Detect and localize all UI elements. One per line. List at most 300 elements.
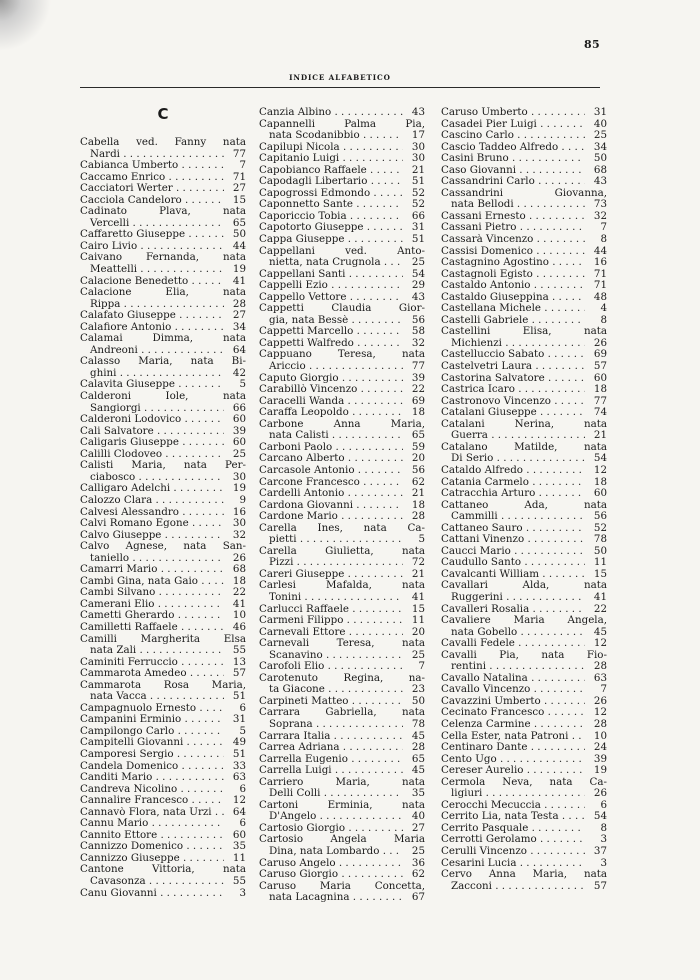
index-entry [259, 858, 425, 870]
entry-name: Cascino Carlo . . . [441, 130, 585, 142]
index-entry [80, 530, 246, 542]
entry-name: ta Giacone . . . [259, 684, 403, 696]
entry-name: Michienzi . . . [441, 338, 585, 350]
index-entry [441, 673, 607, 685]
entry-page-number: 22 [232, 586, 246, 599]
entry-page-number: 25 [232, 447, 246, 460]
entry-name: taniello . . . [80, 553, 224, 565]
index-entry [80, 657, 246, 669]
entry-name: Tonini . . . [259, 592, 403, 604]
index-entry [441, 349, 607, 361]
entry-page-number: 22 [411, 383, 425, 396]
entry-name: Catracchia Arturo . . . [441, 488, 585, 500]
entry-page-number: 27 [232, 182, 246, 195]
index-entry [80, 888, 246, 900]
index-entry [80, 634, 246, 646]
entry-page-number: 28 [232, 297, 246, 310]
index-entry [80, 714, 246, 726]
index-entry [259, 546, 425, 558]
entry-name: Cereser Aurelio . . . [441, 765, 585, 777]
entry-page-number: 26 [232, 551, 246, 564]
entry-name: nata Vacca . . . [80, 691, 224, 703]
entry-page-number: 45 [411, 729, 425, 742]
index-entry [80, 299, 246, 311]
entry-name: Carmeni Filippo . . . [259, 615, 403, 627]
entry-name: Sangiorgi . . . [80, 403, 224, 415]
index-entry [80, 426, 246, 438]
entry-name: Calafato Giuseppe . . . [80, 310, 224, 322]
entry-name: Pizzi . . . [259, 557, 403, 569]
entry-page-number: 30 [411, 152, 425, 165]
entry-page-number: 15 [411, 602, 425, 615]
index-entry [441, 834, 607, 846]
entry-page-number: 28 [411, 741, 425, 754]
index-entry [80, 195, 246, 207]
entry-name: Cappetti Marcello . . . [259, 326, 403, 338]
entry-page-number: 32 [232, 528, 246, 541]
entry-name: Castelvetri Laura . . . [441, 361, 585, 373]
index-entry [259, 534, 425, 546]
entry-page-number: 12 [232, 794, 246, 807]
index-entry [259, 269, 425, 281]
entry-page-number: 10 [593, 729, 607, 742]
entry-name: Cassandrini Giovanna, [441, 187, 607, 199]
index-entry [441, 188, 607, 200]
entry-page-number: 71 [593, 267, 607, 280]
entry-page-number: 18 [411, 498, 425, 511]
entry-page-number: 40 [411, 810, 425, 823]
entry-name: Carpineti Matteo . . . [259, 696, 403, 708]
entry-page-number: 12 [593, 637, 607, 650]
entry-page-number: 51 [232, 690, 246, 703]
index-entry [441, 557, 607, 569]
index-entry [259, 523, 425, 535]
entry-page-number: 19 [593, 764, 607, 777]
entry-name: Canditi Mario . . . [80, 772, 224, 784]
index-entry [259, 569, 425, 581]
entry-page-number: 57 [593, 879, 607, 892]
index-entry [441, 338, 607, 350]
index-entry [259, 696, 425, 708]
index-entry [259, 731, 425, 743]
entry-name: Cammarota Amedeo . . . [80, 668, 224, 680]
entry-name: Catania Carmelo . . . [441, 477, 585, 489]
entry-page-number: 65 [411, 752, 425, 765]
entry-name: Cartosio Angela Maria [259, 834, 425, 846]
entry-page-number: 71 [593, 279, 607, 292]
index-entry [80, 864, 246, 876]
index-entry [80, 276, 246, 288]
page-number: 85 [584, 38, 600, 51]
entry-name: Carabillò Vincenzo . . . [259, 384, 403, 396]
index-entry [441, 604, 607, 616]
entry-name: Cannalire Francesco . . . [80, 795, 224, 807]
entry-name: Cardone Mario . . . [259, 511, 403, 523]
entry-name: Caffaretto Giuseppe . . . [80, 229, 224, 241]
entry-name: ciabosco . . . [80, 472, 224, 484]
entry-page-number: 31 [411, 221, 425, 234]
entry-name: Campilongo Carlo . . . [80, 726, 224, 738]
entry-page-number: 27 [232, 309, 246, 322]
entry-name: Cavallo Vincenzo . . . [441, 684, 585, 696]
entry-name: nata Gobello . . . [441, 627, 585, 639]
entry-name: Carboni Paolo . . . [259, 442, 403, 454]
index-entry [80, 333, 246, 345]
entry-page-number: 51 [411, 233, 425, 246]
index-entry [441, 707, 607, 719]
entry-name: Caminiti Ferruccio . . . [80, 657, 224, 669]
index-entry [80, 645, 246, 657]
entry-name: Caruso Angelo . . . [259, 858, 403, 870]
entry-name: Caponnetto Sante . . . [259, 199, 403, 211]
entry-name: Rippa . . . [80, 299, 224, 311]
entry-name: Cerrotti Gerolamo . . . [441, 834, 585, 846]
entry-name: rentini . . . [441, 661, 585, 673]
entry-name: Caputo Giorgio . . . [259, 373, 403, 385]
entry-name: Catalano Matilde, nata [441, 441, 607, 453]
index-entry [80, 726, 246, 738]
entry-name: Cattani Vinenzo . . . [441, 534, 585, 546]
entry-name: nietta, nata Crugnola . . . [259, 257, 403, 269]
entry-page-number: 64 [232, 343, 246, 356]
entry-page-number: 36 [411, 856, 425, 869]
header-rule [80, 87, 600, 88]
entry-name: Castelluccio Sabato . . . [441, 349, 585, 361]
entry-page-number: 30 [411, 140, 425, 153]
entry-page-number: 41 [411, 590, 425, 603]
index-entry [259, 107, 425, 119]
entry-name: Cacciola Candeloro . . . [80, 195, 224, 207]
index-entry [259, 142, 425, 154]
index-entry [259, 800, 425, 812]
entry-page-number: 25 [593, 129, 607, 142]
entry-name: Canzia Albino . . . [259, 107, 403, 119]
entry-name: Cardelli Antonio . . . [259, 488, 403, 500]
entry-name: Cannizzo Giuseppe . . . [80, 853, 224, 865]
entry-name: Cerulli Vincenzo . . . [441, 846, 585, 858]
index-entry [80, 218, 246, 230]
index-entry [259, 303, 425, 315]
entry-page-number: 60 [232, 413, 246, 426]
entry-page-number: 25 [411, 845, 425, 857]
entry-name: Cavalli Pia, nata Fio- [441, 649, 607, 661]
entry-name: Castaldo Antonio . . . [441, 280, 585, 292]
index-entry [80, 876, 246, 888]
entry-page-number: 69 [593, 348, 607, 361]
entry-name: Nardi . . . [80, 149, 224, 161]
entry-page-number: 23 [411, 683, 425, 696]
entry-page-number: 69 [411, 394, 425, 407]
index-entry [441, 326, 607, 338]
index-entry [259, 222, 425, 234]
entry-page-number: 55 [232, 644, 246, 657]
entry-name: Caligaris Giuseppe . . . [80, 437, 224, 449]
index-column-1 [80, 105, 246, 899]
entry-name: Castagnoli Egisto . . . [441, 269, 585, 281]
entry-name: Campagnuolo Ernesto . . . [80, 703, 224, 715]
entry-page-number: 5 [239, 378, 246, 391]
index-entry [259, 846, 425, 858]
index-entry [80, 818, 246, 830]
entry-page-number: 7 [239, 159, 246, 172]
index-entry [80, 345, 246, 357]
entry-name: Cairo Livio . . . [80, 241, 224, 253]
entry-name: Cabianca Umberto . . . [80, 160, 224, 172]
entry-page-number: 20 [411, 452, 425, 465]
entry-name: Cerrito Lia, nata Testa . . . [441, 811, 585, 823]
index-entry [80, 368, 246, 380]
entry-page-number: 60 [232, 828, 246, 841]
entry-name: ghini . . . [80, 368, 224, 380]
index-entry [441, 465, 607, 477]
index-entry [441, 800, 607, 812]
entry-page-number: 12 [593, 706, 607, 719]
entry-name: Cassani Pietro . . . [441, 222, 585, 234]
index-entry [441, 234, 607, 246]
index-entry [441, 315, 607, 327]
index-entry [80, 252, 246, 264]
entry-name: Cappello Vettore . . . [259, 292, 403, 304]
entry-page-number: 35 [411, 787, 425, 800]
index-entry [259, 592, 425, 604]
entry-page-number: 15 [593, 567, 607, 580]
index-entry [80, 137, 246, 149]
entry-page-number: 56 [593, 510, 607, 523]
index-entry [441, 246, 607, 258]
index-entry [441, 719, 607, 731]
entry-page-number: 73 [593, 198, 607, 211]
entry-page-number: 63 [232, 771, 246, 784]
entry-name: Carrara Gabriella, nata [259, 707, 425, 719]
entry-page-number: 68 [232, 563, 246, 576]
entry-name: Cappetti Walfredo . . . [259, 338, 403, 350]
index-entry [259, 557, 425, 569]
entry-page-number: 71 [232, 170, 246, 183]
entry-name: Centinaro Dante . . . [441, 742, 585, 754]
entry-page-number: 24 [593, 741, 607, 754]
entry-name: Calvo Giuseppe . . . [80, 530, 224, 542]
index-entry [259, 234, 425, 246]
entry-page-number: 19 [232, 263, 246, 276]
entry-name: Cartosio Giorgio . . . [259, 823, 403, 835]
index-entry [259, 742, 425, 754]
entry-name: Celenza Carmine . . . [441, 719, 585, 731]
index-entry [259, 153, 425, 165]
entry-name: Cassarà Vincenzo . . . [441, 234, 585, 246]
entry-page-number: 21 [411, 163, 425, 176]
index-entry [80, 691, 246, 703]
index-entry [441, 373, 607, 385]
entry-page-number: 42 [232, 366, 246, 379]
entry-name: nata Zali . . . [80, 645, 224, 657]
index-entry [259, 719, 425, 731]
entry-page-number: 3 [239, 886, 246, 899]
entry-name: nata Calisti . . . [259, 430, 403, 442]
index-entry [259, 419, 425, 431]
index-entry [259, 349, 425, 361]
index-entry [80, 264, 246, 276]
index-entry [441, 511, 607, 523]
index-entry [80, 391, 246, 403]
entry-name: nata Scodanibbio . . . [259, 130, 403, 142]
entry-page-number: 3 [600, 833, 607, 846]
index-entry [259, 338, 425, 350]
entry-page-number: 78 [593, 533, 607, 546]
entry-name: Carrea Adriana . . . [259, 742, 403, 754]
index-entry [441, 419, 607, 431]
index-entry [441, 257, 607, 269]
entry-page-number: 56 [411, 463, 425, 476]
entry-page-number: 50 [232, 228, 246, 241]
index-entry [441, 627, 607, 639]
entry-name: Campitelli Giovanni . . . [80, 737, 224, 749]
entry-name: Calligaro Adelchi . . . [80, 483, 224, 495]
index-entry [80, 229, 246, 241]
index-entry [259, 361, 425, 373]
index-entry [259, 465, 425, 477]
entry-name: Cavalcanti William . . . [441, 569, 585, 581]
entry-name: Capobianco Raffaele . . . [259, 165, 403, 177]
index-entry [80, 587, 246, 599]
entry-name: Catalani Nerina, nata [441, 418, 607, 430]
entry-page-number: 66 [411, 209, 425, 222]
entry-name: Catalani Giuseppe . . . [441, 407, 585, 419]
entry-page-number: 11 [593, 556, 607, 569]
index-entry [80, 668, 246, 680]
entry-page-number: 21 [411, 567, 425, 580]
entry-page-number: 13 [232, 655, 246, 668]
index-entry [441, 534, 607, 546]
entry-name: Caracelli Wanda . . . [259, 396, 403, 408]
entry-page-number: 50 [593, 544, 607, 557]
entry-name: Cella Ester, nata Patroni . . . [441, 731, 585, 743]
index-entry [80, 830, 246, 842]
index-column-2 [259, 107, 425, 904]
entry-name: Camarri Mario . . . [80, 564, 224, 576]
entry-name: Campanini Erminio . . . [80, 714, 224, 726]
entry-name: Calilli Clodoveo . . . [80, 449, 224, 461]
index-entry [441, 269, 607, 281]
index-entry [441, 523, 607, 535]
entry-page-number: 44 [232, 239, 246, 252]
entry-name: Cattaneo Sauro . . . [441, 523, 585, 535]
entry-name: Cavalleri Rosalia . . . [441, 604, 585, 616]
index-entry [259, 892, 425, 904]
index-entry [80, 553, 246, 565]
entry-name: pietti . . . [259, 534, 403, 546]
entry-name: Capannelli Palma Pia, [259, 118, 425, 130]
entry-name: Careri Giuseppe . . . [259, 569, 403, 581]
entry-name: Carcano Alberto . . . [259, 453, 403, 465]
entry-name: Caccamo Enrico . . . [80, 172, 224, 184]
entry-page-number: 7 [600, 221, 607, 234]
index-entry [259, 869, 425, 881]
index-entry [80, 507, 246, 519]
entry-page-number: 52 [411, 198, 425, 211]
entry-page-number: 59 [411, 440, 425, 453]
index-entry [259, 811, 425, 823]
index-entry [259, 673, 425, 685]
index-entry [80, 149, 246, 161]
index-entry [80, 160, 246, 172]
entry-name: Cadinato Plava, nata [80, 206, 246, 218]
entry-page-number: 10 [232, 609, 246, 622]
index-entry [259, 188, 425, 200]
entry-name: Cavazzini Umberto . . . [441, 696, 585, 708]
index-entry [80, 541, 246, 553]
index-entry [259, 684, 425, 696]
entry-name: Caivano Fernanda, nata [80, 252, 246, 264]
entry-name: ligiuri . . . [441, 788, 585, 800]
index-entry [441, 488, 607, 500]
index-entry [80, 414, 246, 426]
entry-page-number: 50 [411, 694, 425, 707]
entry-name: Cavallari Alda, nata [441, 580, 607, 592]
index-entry [259, 246, 425, 258]
index-entry [80, 518, 246, 530]
entry-page-number: 9 [239, 493, 246, 506]
index-entry [80, 356, 246, 368]
entry-name: nata Bellodi . . . [441, 199, 585, 211]
index-entry [259, 257, 425, 269]
entry-name: Cataldo Alfredo . . . [441, 465, 585, 477]
entry-page-number: 64 [232, 805, 246, 818]
index-entry [259, 119, 425, 131]
entry-name: Ruggerini . . . [441, 592, 585, 604]
entry-name: Cabella ved. Fanny nata [80, 137, 246, 148]
entry-name: Cardona Giovanni . . . [259, 500, 403, 512]
index-entry [441, 869, 607, 881]
index-entry [80, 379, 246, 391]
index-entry [259, 823, 425, 835]
entry-page-number: 43 [411, 106, 425, 118]
entry-name: Carlucci Raffaele . . . [259, 604, 403, 616]
index-entry [441, 280, 607, 292]
entry-page-number: 6 [239, 701, 246, 714]
entry-name: Scanavino . . . [259, 650, 403, 662]
entry-page-number: 78 [411, 717, 425, 730]
entry-name: Cerrito Pasquale . . . [441, 823, 585, 835]
entry-page-number: 63 [593, 671, 607, 684]
entry-name: Cammarota Rosa Maria, [80, 679, 246, 691]
index-entry [259, 650, 425, 662]
index-entry [259, 130, 425, 142]
entry-page-number: 15 [232, 193, 246, 206]
index-entry [259, 638, 425, 650]
entry-name: Guerra . . . [441, 430, 585, 442]
entry-name: Calacione Benedetto . . . [80, 276, 224, 288]
entry-page-number: 16 [593, 256, 607, 269]
entry-page-number: 6 [239, 817, 246, 830]
entry-name: Caruso Umberto . . . [441, 107, 585, 119]
index-entry [80, 437, 246, 449]
entry-page-number: 28 [593, 660, 607, 673]
entry-page-number: 35 [232, 840, 246, 853]
entry-name: Carbone Anna Maria, [259, 418, 425, 430]
entry-page-number: 26 [593, 694, 607, 707]
index-entry [441, 580, 607, 592]
entry-page-number: 52 [411, 186, 425, 199]
entry-name: Dina, nata Lombardo . . . [259, 846, 403, 858]
entry-name: Cerocchi Mecuccia . . . [441, 800, 585, 812]
entry-name: Soprana . . . [259, 719, 403, 731]
entry-name: Cappellani Santi . . . [259, 269, 403, 281]
entry-page-number: 66 [232, 401, 246, 414]
entry-name: Calvo Agnese, nata San- [80, 541, 246, 553]
index-entry [80, 449, 246, 461]
entry-page-number: 30 [232, 470, 246, 483]
entry-name: Ariccio . . . [259, 361, 403, 373]
